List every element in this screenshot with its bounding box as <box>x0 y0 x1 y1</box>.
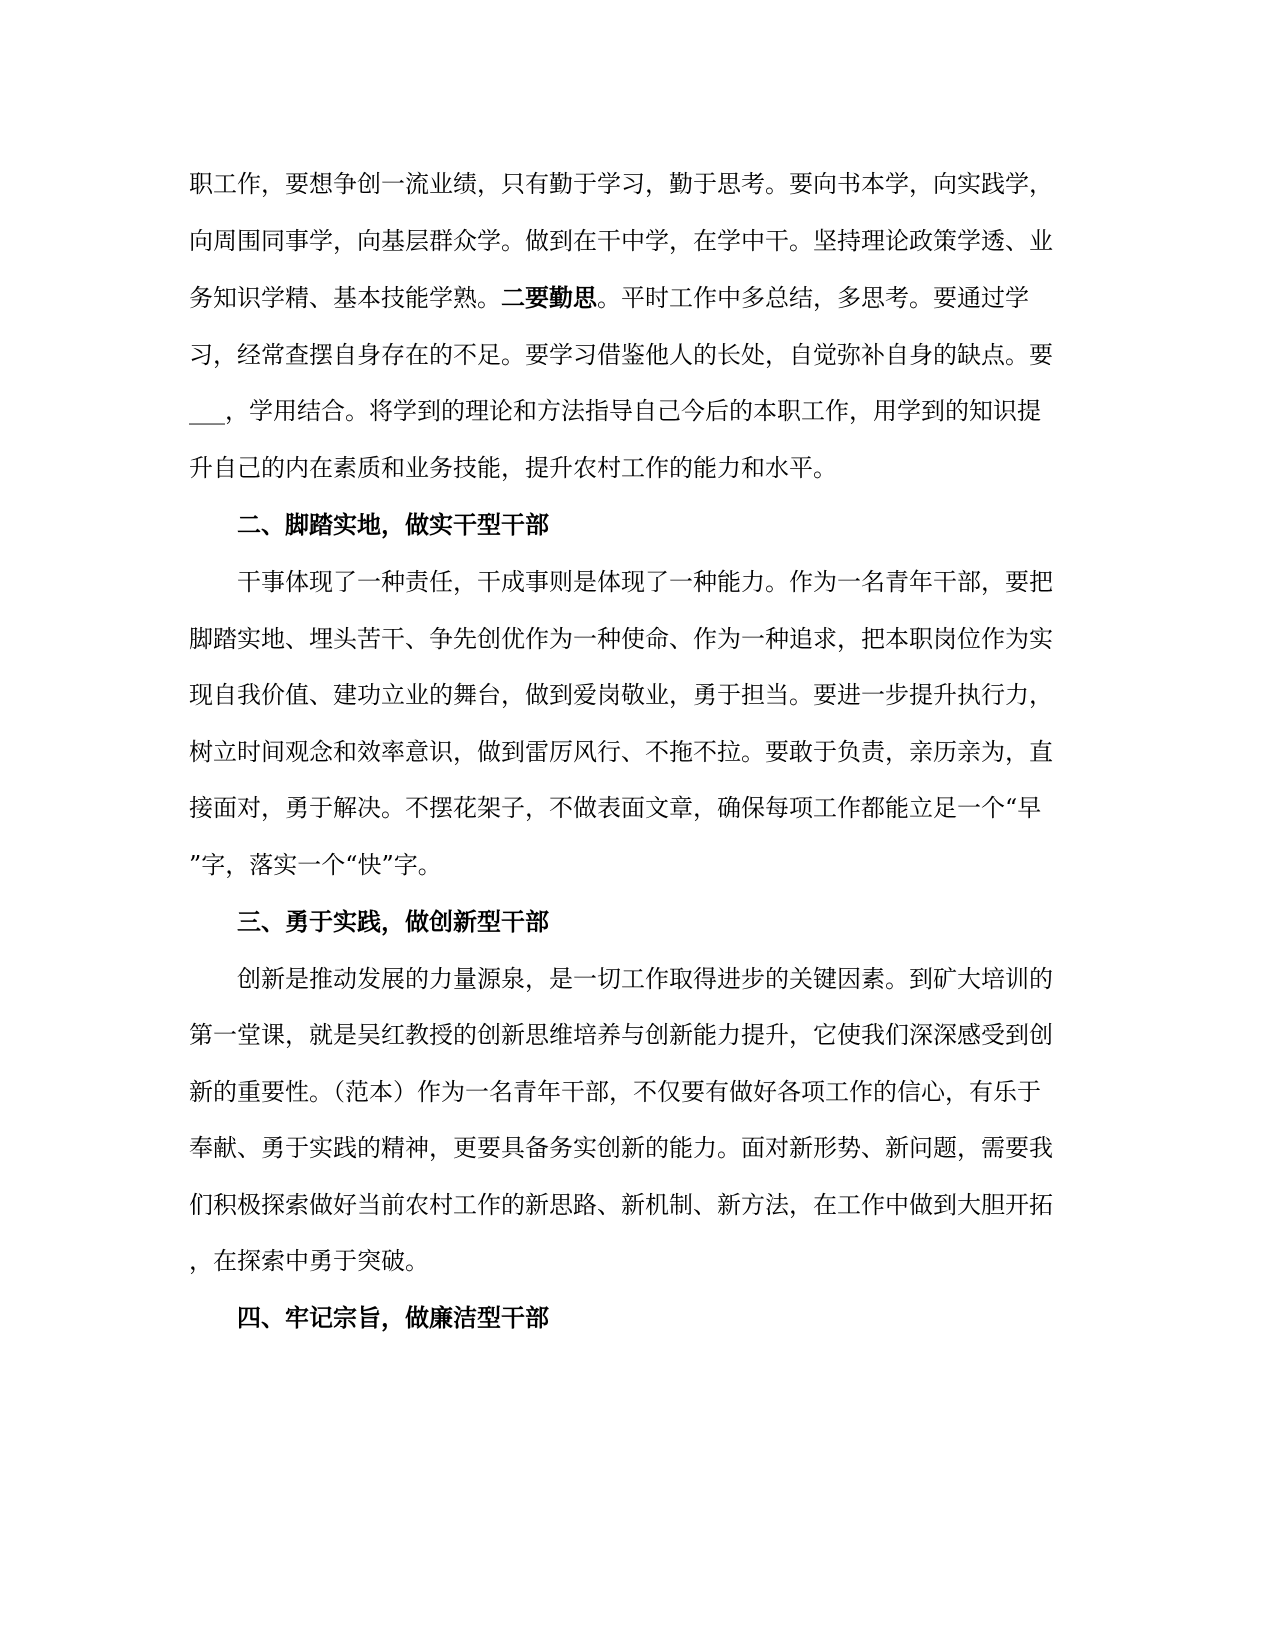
text-segment: 务知识学精、基本技能学熟。 <box>189 284 501 312</box>
text-line <box>189 283 1029 313</box>
text-line: 接面对，勇于解决。不摆花架子，不做表面文章，确保每项工作都能立足一个“早 <box>189 794 1042 822</box>
text-line: ，在探索中勇于突破。 <box>189 1247 429 1275</box>
section-heading: 三、勇于实践，做创新型干部 <box>237 907 549 936</box>
text-line: 干事体现了一种责任，干成事则是体现了一种能力。作为一名青年干部，要把 <box>237 568 1053 596</box>
text-line: 新的重要性。（范本）作为一名青年干部，不仅要有做好各项工作的信心，有乐于 <box>189 1078 1041 1106</box>
text-segment: 。平时工作中多总结，多思考。要通过学 <box>597 284 1029 312</box>
text-line: 第一堂课，就是吴红教授的创新思维培养与创新能力提升，它使我们深深感受到创 <box>189 1021 1053 1049</box>
text-line: 树立时间观念和效率意识，做到雷厉风行、不拖不拉。要敢于负责，亲历亲为，直 <box>189 738 1053 766</box>
text-line: 脚踏实地、埋头苦干、争先创优作为一种使命、作为一种追求，把本职岗位作为实 <box>189 625 1053 653</box>
text-line: 升自己的内在素质和业务技能，提升农村工作的能力和水平。 <box>189 454 837 482</box>
text-line: 们积极探索做好当前农村工作的新思路、新机制、新方法，在工作中做到大胆开拓 <box>189 1191 1053 1219</box>
text-line: 创新是推动发展的力量源泉，是一切工作取得进步的关键因素。到矿大培训的 <box>237 965 1053 993</box>
text-line: ”字，落实一个“快”字。 <box>189 851 442 879</box>
text-line: ___，学用结合。将学到的理论和方法指导自己今后的本职工作，用学到的知识提 <box>189 397 1041 425</box>
section-heading: 二、脚踏实地，做实干型干部 <box>237 510 549 539</box>
text-line: 现自我价值、建功立业的舞台，做到爱岗敬业，勇于担当。要进一步提升执行力， <box>189 681 1053 709</box>
text-line: 向周围同事学，向基层群众学。做到在干中学，在学中干。坚持理论政策学透、业 <box>189 227 1053 255</box>
section-heading: 四、牢记宗旨，做廉洁型干部 <box>237 1303 549 1332</box>
text-line: 职工作，要想争创一流业绩，只有勤于学习，勤于思考。要向书本学，向实践学， <box>189 170 1053 198</box>
text-line: 奉献、勇于实践的精神，更要具备务实创新的能力。面对新形势、新问题，需要我 <box>189 1134 1053 1162</box>
text-line: 习，经常查摆自身存在的不足。要学习借鉴他人的长处，自觉弥补自身的缺点。要 <box>189 341 1053 369</box>
emphasis-text: 二要勤思 <box>501 283 597 312</box>
